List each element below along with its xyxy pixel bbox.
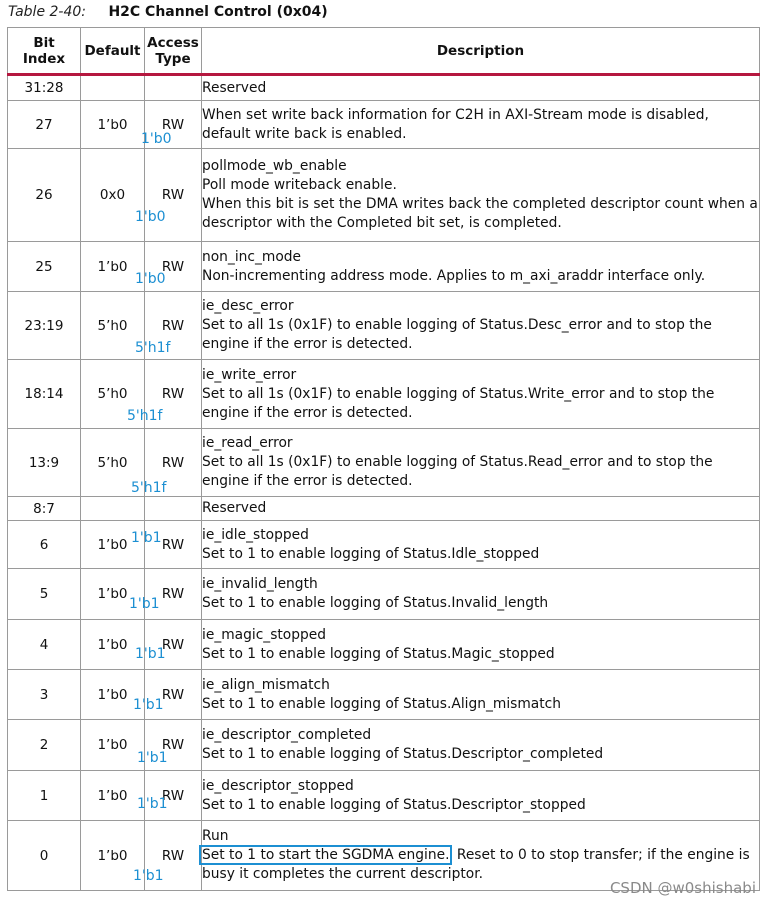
description-cell: [202, 670, 760, 720]
description-text: Set to all 1s (0x1F) to enable logging of Status.Desc_error and to stop the engine if the error is detected.: [202, 317, 712, 352]
bit-index-cell: 6: [8, 521, 81, 569]
handwritten-annotation: 1'b1: [133, 697, 164, 713]
field-name: non_inc_mode: [202, 248, 302, 265]
description-cell: [202, 620, 760, 670]
default-cell: 5’h0: [81, 429, 145, 497]
description-cell: [202, 429, 760, 497]
header-access-type: [145, 28, 202, 75]
field-name: pollmode_wb_enable: [202, 158, 347, 174]
field-name: ie_align_mismatch: [202, 676, 330, 693]
field-name: ie_invalid_length: [202, 576, 318, 592]
default-cell: 1’b0: [81, 720, 145, 771]
description-cell: [202, 569, 760, 620]
access-type-cell: RW: [145, 292, 202, 360]
handwritten-annotation: 1'b1: [137, 796, 168, 812]
field-name: ie_magic_stopped: [202, 626, 326, 643]
description-cell: [202, 360, 760, 429]
table-row: [8, 569, 760, 620]
access-type-cell: RW: [145, 360, 202, 429]
description-cell: [202, 75, 760, 101]
default-cell: [81, 497, 145, 521]
default-cell: 1’b0: [81, 771, 145, 821]
description-text: Reserved: [202, 500, 267, 516]
description-text: Run: [202, 828, 229, 844]
table-row: [8, 242, 760, 292]
access-type-cell: RW: [145, 149, 202, 242]
description-text: Set to 1 to enable logging of Status.Invalid_length: [202, 595, 549, 611]
table-row: [8, 429, 760, 497]
default-cell: 1’b0: [81, 670, 145, 720]
description-text: Set to 1 to enable logging of Status.Descriptor_stopped: [202, 796, 586, 813]
access-type-cell: RW: [145, 720, 202, 771]
field-name: ie_write_error: [202, 366, 297, 383]
bit-index-cell: 18:14: [8, 360, 81, 429]
description-text: Reserved: [202, 79, 267, 96]
access-type-cell: RW: [145, 670, 202, 720]
description-cell: [202, 771, 760, 821]
table-row: [8, 620, 760, 670]
register-table: [7, 27, 760, 891]
description-rest: Reset to 0 to stop transfer; if the engine is busy it completes the current descriptor.: [202, 847, 750, 882]
header-description: Description: [202, 28, 760, 75]
default-cell: [81, 75, 145, 101]
bit-index-cell: 31:28: [8, 75, 81, 101]
bit-index-cell: 0: [8, 821, 81, 891]
header-access-line2: Type: [155, 50, 191, 67]
field-name: ie_idle_stopped: [202, 526, 309, 543]
description-text: Set to all 1s (0x1F) to enable logging of Status.Write_error and to stop the engine if the error is detected.: [202, 385, 715, 421]
access-type-cell: [145, 497, 202, 521]
field-name: ie_read_error: [202, 435, 293, 451]
highlight-box: Set to 1 to start the SGDMA engine.: [199, 845, 452, 865]
default-cell: 5’h0: [81, 292, 145, 360]
description-text: Poll mode writeback enable.: [202, 177, 397, 193]
bit-index-cell: 23:19: [8, 292, 81, 360]
handwritten-annotation: 1'b1: [137, 750, 168, 766]
header-bit-index: Bit Index: [8, 28, 81, 75]
table-row: [8, 292, 760, 360]
default-cell: 0x0: [81, 149, 145, 242]
description-text: Set to 1 to enable logging of Status.Align_mismatch: [202, 695, 561, 712]
table-row: [8, 75, 760, 101]
description-text: When set write back information for C2H in AXI-Stream mode is disabled, default write back is enabled.: [202, 106, 709, 142]
description-cell: [202, 292, 760, 360]
table-caption-title: H2C Channel Control (0x04): [108, 4, 328, 20]
bit-index-cell: 13:9: [8, 429, 81, 497]
bit-index-cell: 3: [8, 670, 81, 720]
access-type-cell: [145, 75, 202, 101]
bit-index-cell: 25: [8, 242, 81, 292]
description-cell: [202, 101, 760, 149]
description-text: Set to 1 to enable logging of Status.Magic_stopped: [202, 645, 555, 662]
table-row: [8, 497, 760, 521]
header-access-line1: Access: [147, 34, 199, 51]
bit-index-cell: 5: [8, 569, 81, 620]
handwritten-annotation: 1'b0: [135, 209, 166, 225]
bit-index-cell: 8:7: [8, 497, 81, 521]
table-row: [8, 720, 760, 771]
header-default: Default: [81, 28, 145, 75]
access-type-cell: RW: [145, 429, 202, 497]
handwritten-annotation: 5'h1f: [135, 340, 171, 356]
watermark: CSDN @w0shishabi: [609, 879, 756, 897]
bit-index-cell: 26: [8, 149, 81, 242]
description-cell: [202, 521, 760, 569]
header-row: [8, 28, 760, 75]
access-type-cell: RW: [145, 242, 202, 292]
field-name: ie_descriptor_completed: [202, 727, 372, 743]
default-cell: 5’h0: [81, 360, 145, 429]
handwritten-annotation: 5'h1f: [127, 408, 163, 424]
access-type-cell: RW: [145, 521, 202, 569]
table-row: [8, 149, 760, 242]
description-cell: [202, 242, 760, 292]
bit-index-cell: 4: [8, 620, 81, 670]
default-cell: 1’b0: [81, 101, 145, 149]
access-type-cell: RW: [145, 821, 202, 891]
table-row: [8, 101, 760, 149]
table-row: [8, 670, 760, 720]
default-cell: 1’b0: [81, 569, 145, 620]
table-caption-label: Table 2-40:: [8, 4, 86, 20]
default-cell: 1’b0: [81, 620, 145, 670]
description-text: Set to 1 to enable logging of Status.Descriptor_completed: [202, 746, 604, 762]
handwritten-annotation: 1'b1: [131, 530, 162, 546]
description-text: Set to all 1s (0x1F) to enable logging of Status.Read_error and to stop the engine if the error is detected.: [202, 454, 713, 489]
description-cell: [202, 720, 760, 771]
description-text: Non-incrementing address mode. Applies to m_axi_araddr interface only.: [202, 267, 706, 284]
bit-index-cell: 27: [8, 101, 81, 149]
table-row: [8, 521, 760, 569]
handwritten-annotation: 5'h1f: [131, 480, 167, 496]
table-caption: [8, 2, 328, 22]
access-type-cell: RW: [145, 620, 202, 670]
table-row: [8, 771, 760, 821]
handwritten-annotation: 1'b1: [133, 868, 164, 884]
description-cell: [202, 497, 760, 521]
table-body: [8, 75, 760, 891]
access-type-cell: RW: [145, 771, 202, 821]
default-cell: 1’b0: [81, 821, 145, 891]
default-cell: 1’b0: [81, 521, 145, 569]
default-cell: 1’b0: [81, 242, 145, 292]
field-name: ie_descriptor_stopped: [202, 777, 354, 794]
description-cell: [202, 149, 760, 242]
handwritten-annotation: 1'b1: [135, 646, 166, 662]
description-text: Set to 1 to enable logging of Status.Idle_stopped: [202, 545, 540, 562]
access-type-cell: RW: [145, 101, 202, 149]
handwritten-annotation: 1'b0: [141, 131, 172, 147]
description-text: When this bit is set the DMA writes back the completed descriptor count when a descriptor with the Completed bit set, is completed.: [202, 196, 758, 231]
field-name: ie_desc_error: [202, 298, 294, 314]
handwritten-annotation: 1'b1: [129, 596, 160, 612]
handwritten-annotation: 1'b0: [135, 271, 166, 287]
bit-index-cell: 1: [8, 771, 81, 821]
table-row: [8, 360, 760, 429]
access-type-cell: RW: [145, 569, 202, 620]
bit-index-cell: 2: [8, 720, 81, 771]
